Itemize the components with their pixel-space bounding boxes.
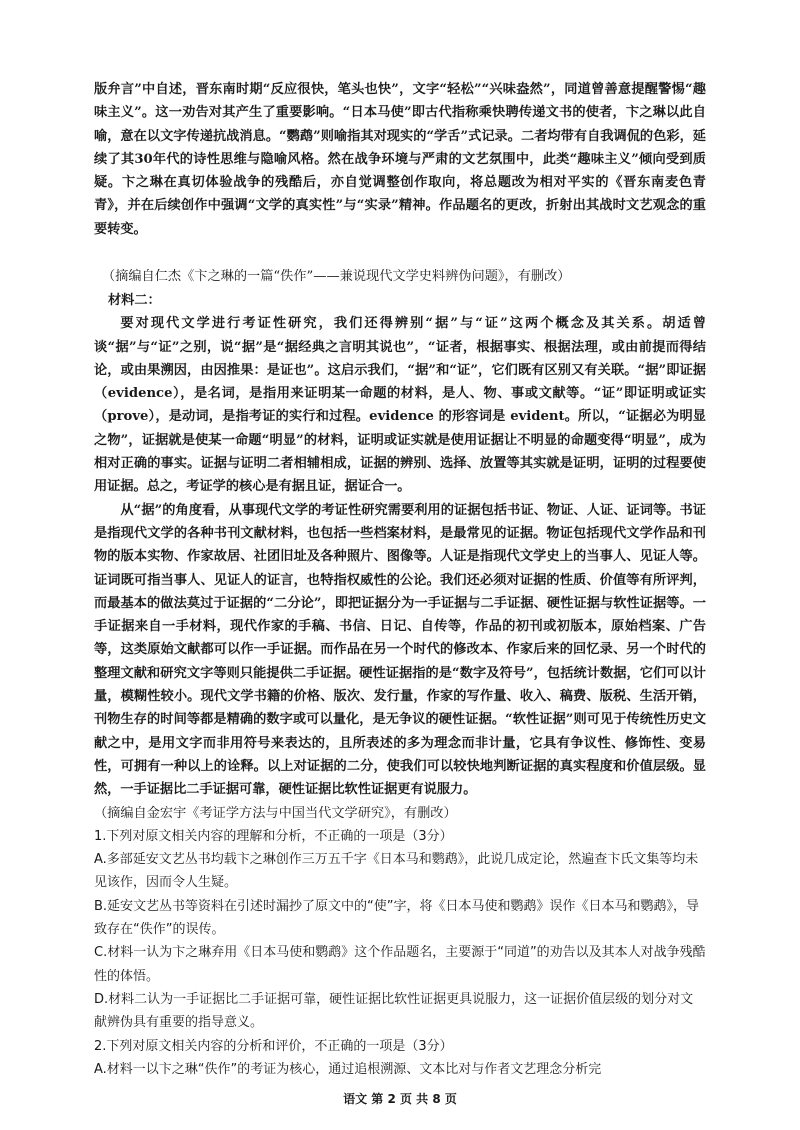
page-footer: 语文 第 2 页 共 8 页 (343, 1092, 457, 1106)
option-a: A.多部延安文艺丛书均载卞之琳创作三万五千字《日本马和鹦鹉》，此说几成定论，然遍查卞氏文集等均未见该作，因而令人生疑。 (94, 852, 699, 891)
material-one-tail (94, 78, 706, 241)
material-one-paragraph: 版弁言”中自述，晋东南时期“反应很快，笔头也快”，文字“轻松”“兴味盎然”，同道曾善意提醒警惕“趣味主义”。这一劝告对其产生了重要影响。“日本马使”即古代指称乘快聘传递文书的使者，卞之琳以此自喻，意在以文字传递抗战消息。“鹦鹉”则喻指其对现实的“学舌”式记录。二者均带有自我调侃的色彩，延续了其30年代的诗性思维与隐喻风格。然在战争环境与严肃的文艺氛围中，此类“趣味主义”倾向受到质疑。卞之琳在真切体验战争的残酷后，亦自觉调整创作取向，将总题改为相对平实的《晋东南麦色青青》，并在后续创作中强调“文学的真实性”与“实录”精神。作品题名的更改，折射出其战时文艺观念的重要转变。 (94, 82, 706, 237)
source-citation-one-wrap (94, 265, 706, 288)
question-stem: 1.下列对原文相关内容的理解和分析，不正确的一项是（3分） (94, 828, 453, 844)
material-two-title: 材料二： (108, 293, 161, 308)
source-citation-one: （摘编自仁杰《卞之琳的一篇“佚作”——兼说现代文学史料辨伪问题》，有删改） (102, 269, 571, 284)
question-stem: 2.下列对原文相关内容的分析和评价，不正确的一项是（3分） (94, 1038, 453, 1054)
material-two (94, 289, 706, 1081)
option-c: C.材料一认为卞之琳弃用《日本马使和鹦鹉》这个作品题名，主要源于“同道”的劝告以及其本人对战争残酷性的体悟。 (94, 945, 706, 984)
option-b: B.延安文艺丛书等资料在引述时漏抄了原文中的“使”字，将《日本马使和鹦鹉》误作《日本马和鹦鹉》，导致存在“佚作”的误传。 (94, 898, 700, 938)
source-citation-two: （摘编自金宏宇《考证学方法与中国当代文学研究》，有删改） (94, 805, 457, 821)
option-a: A.材料一以卞之琳“佚作”的考证为核心，通过追根溯源、文本比对与作者文艺理念分析完 (94, 1061, 602, 1077)
material-two-paragraph: 从“据”的角度看，从事现代文学的考证性研究需要利用的证据包括书证、物证、人证、证词等。书证是指现代文学的各种书刊文献材料，也包括一些档案材料，是最常见的证据。物证包括现代文学作品和刊物的版本实物、作家故居、社团旧址及各种照片、图像等。人证是指现代文学史上的当事人、见证人等。证词既可指当事人、见证人的证言，也特指权威性的公论。我们还必须对证据的性质、价值等有所评判，而最基本的做法莫过于证据的“二分论”，即把证据分为一手证据与二手证据、硬性证据与软性证据等。一手证据来自一手材料，现代作家的手稿、书信、日记、自传等，作品的初刊或初版本，原始档案、广告等，这类原始文献都可以作一手证据。而作品在另一个时代的修改本、作家后来的回忆录、另一个时代的整理文献和研究文字等则只能提供二手证据。硬性证据指的是“数字及符号”，包括统计数据，它们可以计量，模糊性较小。现代文学书籍的价格、版次、发行量，作家的写作量、收入、稿费、版税、生活开销，刊物生存的时间等都是精确的数字或可以量化，是无争议的硬性证据。“软性证据”则可见于传统性历史文献之中，是用文字而非用符号来表达的，且所表述的多为理念而非计量，它具有争议性、修饰性、变易性，可拥有一种以上的诠释。以上对证据的二分，使我们可以较快地判断证据的真实程度和价值层级。显然，一手证据比二手证据可靠，硬性证据比软性证据更有说服力。 (94, 502, 706, 798)
material-two-paragraph: 要对现代文学进行考证性研究，我们还得辨别“据”与“证”这两个概念及其关系。胡适曾谈“据”与“证”之别，说“据”是“据经典之言明其说也”，“证者，根据事实、根据法理，或由前提而得结论，或由果溯因，由因推果：是证也”。这启示我们，“据”和“证”，它们既有区别又有关联。“据”即证据 （evidence），是名词，是指用来证明某一命题的材料，是人、物、事或文献等。“证”即证明或证实 （prove），是动词，是指考证的实行和过程。evidence 的形容词是 evident。所以，“证据必为明显之物”，证据就是使某一命题“明显”的材料，证明或证实就是使用证据让不明显的命题变得“明显”，成为相对正确的事实。证据与证明二者相辅相成，证据的辨别、选择、放置等其实就是证明，证明的过程要使用证据。总之，考证学的核心是有据且证，据证合一。 (94, 316, 706, 495)
option-d: D.材料二认为一手证据比二手证据可靠，硬性证据比软性证据更具说服力，这一证据价值层级的划分对文献辨伪具有重要的指导意义。 (94, 991, 694, 1031)
